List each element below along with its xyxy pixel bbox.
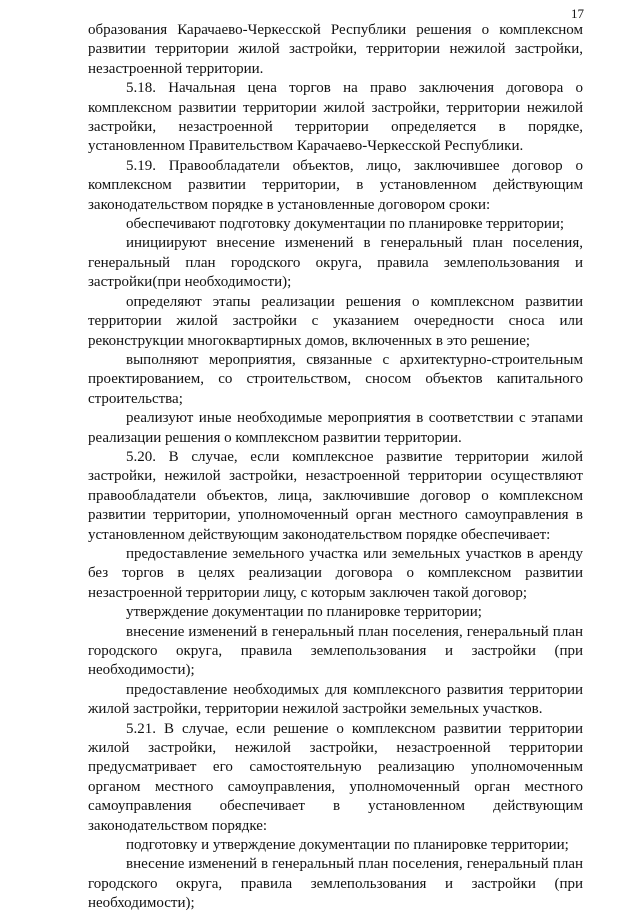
paragraph-5-20: 5.20. В случае, если комплексное развитие территории жилой застройки, нежилой застройки, незастроенной территории осуществляют правообладатели объектов, лица, заключившие договор о комплексном развитии территории, уполномоченный орган местного самоуправления в установленном действующим законодательством порядке обеспечивает:: [88, 448, 583, 543]
list-item: реализуют иные необходимые мероприятия в соответствии с этапами реализации решения о комплексном развитии территории.: [88, 410, 583, 446]
list-item: обеспечивают подготовку документации по планировке территории;: [126, 216, 565, 233]
paragraph-5-18: 5.18. Начальная цена торгов на право заключения договора о комплексном развитии территории жилой застройки, территории нежилой застройки, незастроенной территории определяется в порядке, установленном Правительством Карачаево-Черкесской Республики.: [88, 80, 583, 155]
list-item: предоставление земельного участка или земельных участков в аренду без торгов в целях реализации договора о комплексном развитии незастроенной территории лицу, с которым заключен такой договор;: [88, 545, 583, 601]
list-item: инициируют внесение изменений в генеральный план поселения, генеральный план городского округа, правила землепользования и застройки(при необходимости);: [88, 235, 583, 291]
list-item: предоставление необходимых для комплексного развития территории жилой застройки, территории нежилой застройки земельных участков.: [88, 681, 583, 718]
list-item: выполняют мероприятия, связанные с архитектурно-строительным проектированием, со строительством, сносом объектов капитального строительства;: [88, 351, 583, 407]
document-body: [88, 21, 583, 914]
list-item: определяют этапы реализации решения о комплексном развитии территории жилой застройки с указанием очередности сноса или реконструкции многоквартирных домов, включенных в это решение;: [88, 293, 583, 349]
list-item: внесение изменений в генеральный план поселения, генеральный план городского округа, правила землепользования и застройки (при необходимости);: [88, 623, 583, 679]
paragraph-5-19: 5.19. Правообладатели объектов, лицо, заключившее договор о комплексном развитии территории, в установленном действующим законодательством порядке в установленные договором сроки:: [88, 157, 583, 213]
list-item: подготовку и утверждение документации по планировке территории;: [126, 837, 569, 854]
paragraph-continuation: образования Карачаево-Черкесской Республики решения о комплексном развитии территории жилой застройки, территории нежилой застройки, незастроенной территории.: [88, 22, 583, 77]
paragraph-5-21: 5.21. В случае, если решение о комплексном развитии территории жилой застройки, нежилой застройки, незастроенной территории предусматривает его самостоятельную реализацию уполномоченным органом местного самоуправления, уполномоченный орган местного самоуправления обеспечивает в установленном действующим законодательством порядке:: [88, 720, 583, 834]
list-item: утверждение документации по планировке территории;: [126, 604, 482, 621]
page-number: 17: [571, 6, 584, 21]
list-item: внесение изменений в генеральный план поселения, генеральный план городского округа, правила землепользования и застройки (при необходимости);: [88, 856, 583, 912]
